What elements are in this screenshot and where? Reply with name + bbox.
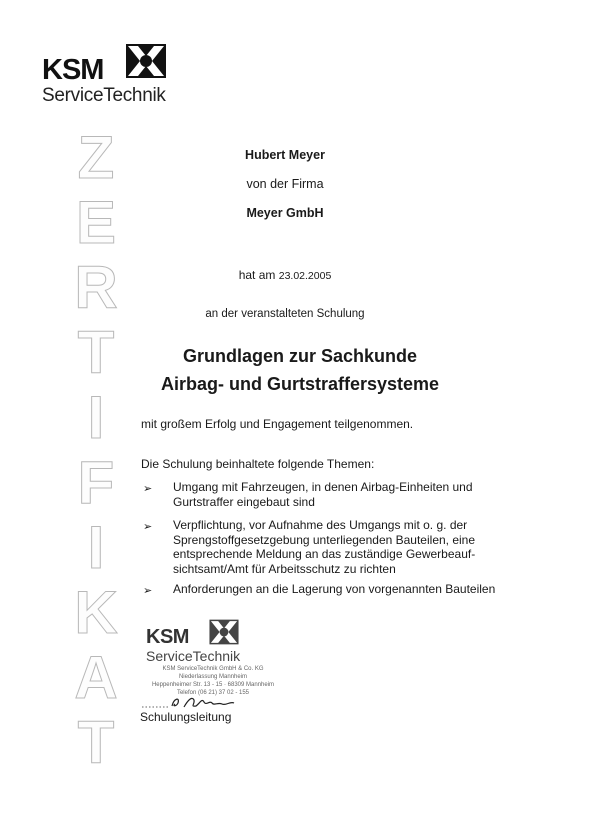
stamp-brand: KSM (146, 626, 189, 648)
side-letter: K (74, 579, 118, 646)
side-letter: E (75, 189, 117, 256)
list-item: Anforderungen an die Lagerung von vorgenannten Bauteilen (173, 582, 496, 596)
result-text: mit großem Erfolg und Engagement teilgenommen. (141, 417, 414, 431)
side-letter: I (87, 514, 105, 581)
signature-label: Schulungsleitung (140, 710, 232, 724)
recipient-name: Hubert Meyer (245, 148, 325, 162)
company-logo (40, 42, 180, 106)
side-letter: A (74, 644, 118, 711)
side-letter: Z (77, 124, 115, 191)
company-prefix: von der Firma (246, 177, 324, 191)
bullet-arrow-icon: ➢ (143, 585, 153, 597)
company-name: Meyer GmbH (246, 206, 324, 220)
side-letter: T (77, 319, 115, 386)
course-title-line2: Airbag- und Gurtstraffersysteme (160, 374, 440, 394)
stamp-line: Niederlassung Mannheim (178, 674, 248, 680)
ksm-logo-mark (124, 42, 168, 80)
side-letter: F (77, 449, 115, 516)
course-intro: an der veranstalteten Schulung (205, 308, 365, 320)
side-letter: T (77, 709, 115, 776)
stamp-subtitle: ServiceTechnik (146, 648, 241, 664)
course-title-line1: Grundlagen zur Sachkunde (182, 346, 418, 366)
signature-scribble (140, 694, 250, 710)
date-prefix: hat am (238, 268, 276, 282)
list-item: Verpflichtung, vor Aufnahme des Umgangs mit o. g. der Sprengstoffgesetzgebung unterliegenden Bauteilen, eine entsprechende Meldung an das zuständige Gewerbeauf- sichtsamt/Amt für Arbeitsschutz zu richten (173, 518, 476, 576)
logo-subtitle: ServiceTechnik (42, 85, 166, 106)
date-value: 23.02.2005 (278, 270, 332, 282)
bullet-arrow-icon: ➢ (143, 483, 153, 495)
stamp-line: KSM ServiceTechnik GmbH & Co. KG (162, 666, 264, 672)
date-line (140, 268, 430, 282)
stamp-line: Heppenheimer Str. 13 - 15 · 68309 Mannheim (151, 682, 275, 688)
topics-intro: Die Schulung beinhaltete folgende Themen: (141, 457, 375, 471)
list-item: Umgang mit Fahrzeugen, in denen Airbag-Einheiten und Gurtstraffer eingebaut sind (173, 480, 473, 509)
stamp-line: Telefon (06 21) 37 02 - 155 (176, 690, 250, 696)
bullet-arrow-icon: ➢ (143, 521, 153, 533)
side-letter: R (74, 254, 118, 321)
stamp-logo-mark (208, 618, 240, 646)
side-letter: I (87, 384, 105, 451)
logo-brand: KSM (42, 54, 104, 86)
